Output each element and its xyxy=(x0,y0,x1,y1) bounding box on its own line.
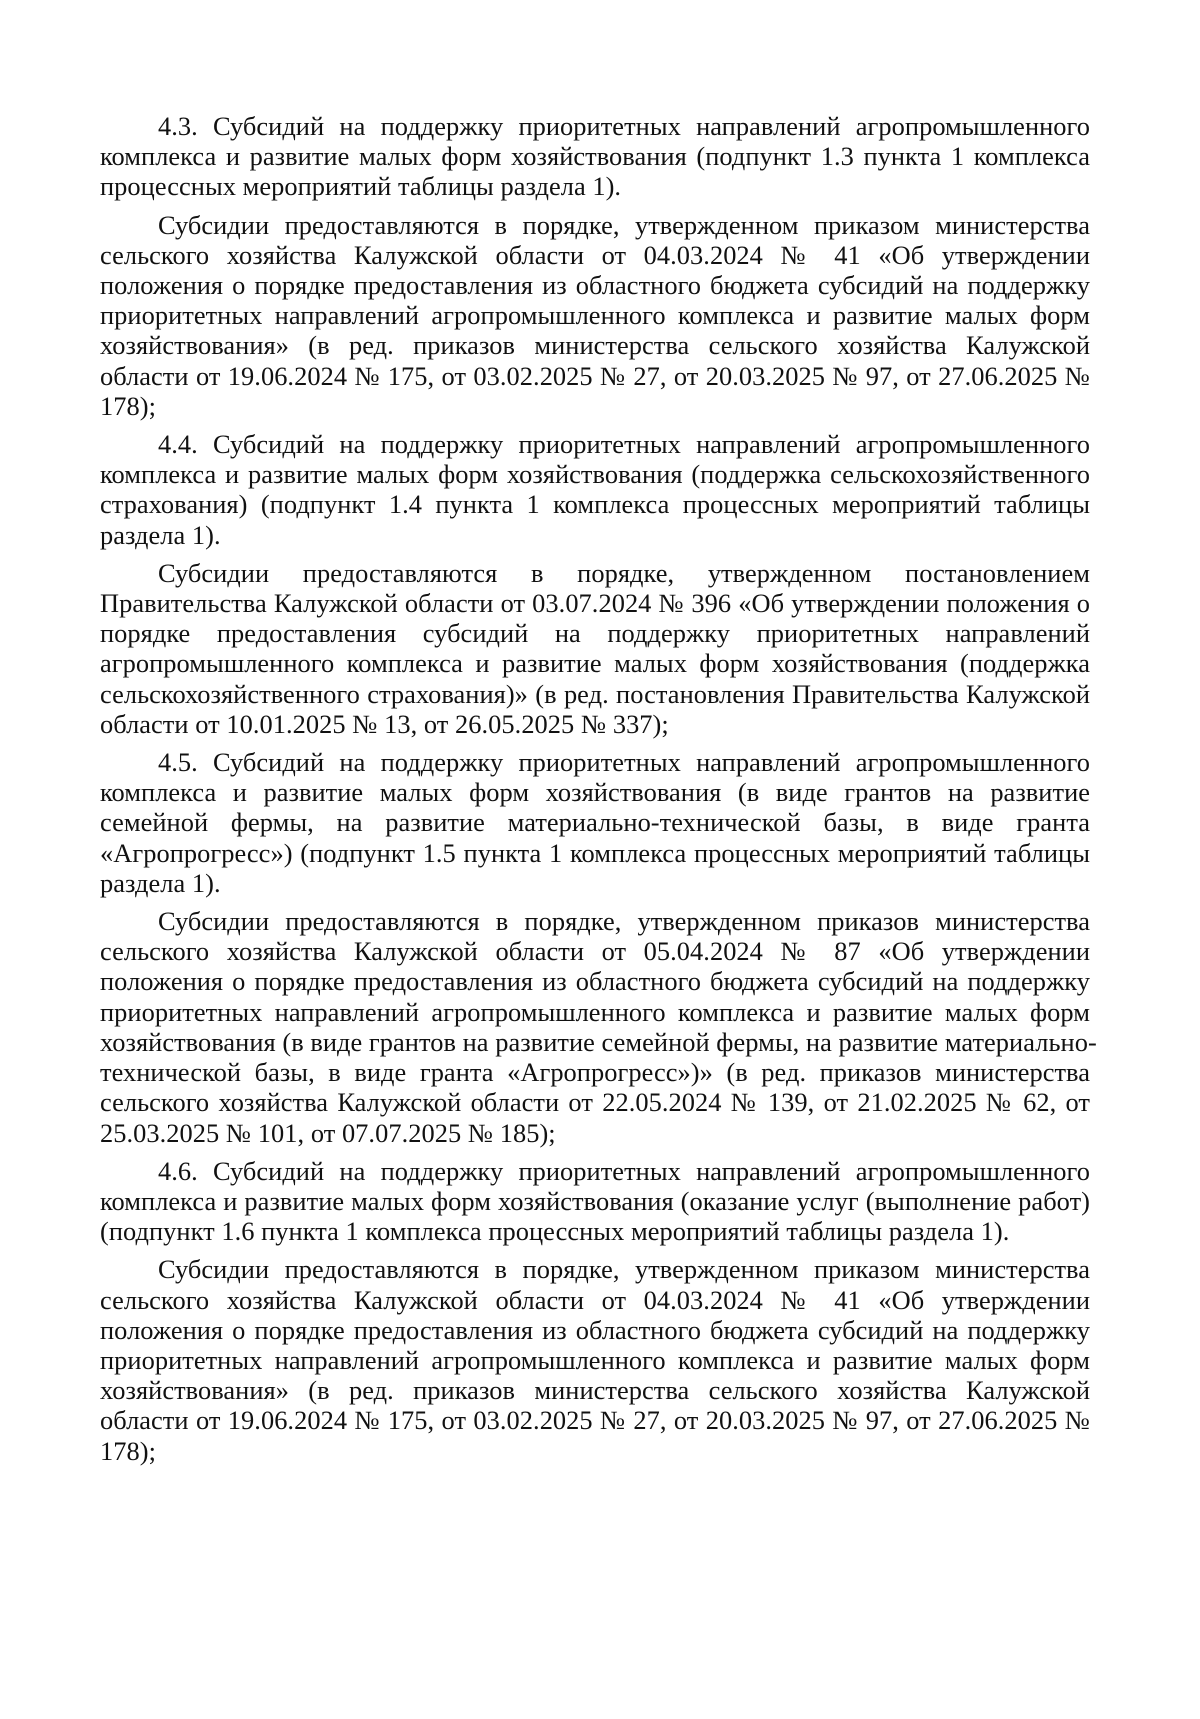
paragraph-p-4-6 xyxy=(100,1156,1090,1247)
paragraph-p-4-4 xyxy=(100,429,1090,550)
text-line: 25.03.2025 № 101, от 07.07.2025 № 185); xyxy=(100,1117,556,1148)
text-line: хозяйствования (в виде грантов на развитие семейной фермы, на развитие материально- xyxy=(100,1026,1097,1057)
text-line: технической базы, в виде гранта «Агропрогресс»)» (в ред. приказов министерства xyxy=(100,1057,1090,1088)
text-line: 4.6. Субсидий на поддержку приоритетных направлений агропромышленного xyxy=(158,1155,1090,1186)
text-line: раздела 1). xyxy=(100,519,221,550)
text-line: положения о порядке предоставления из областного бюджета субсидий на поддержку xyxy=(100,270,1090,301)
text-line: (подпункт 1.6 пункта 1 комплекса процессных мероприятий таблицы раздела 1). xyxy=(100,1216,1010,1247)
text-line: области от 19.06.2024 № 175, от 03.02.2025 № 27, от 20.03.2025 № 97, от 27.06.2025 № xyxy=(100,360,1090,391)
text-line: порядке предоставления субсидий на поддержку приоритетных направлений xyxy=(100,618,1090,649)
text-line: приоритетных направлений агропромышленного комплекса и развитие малых форм xyxy=(100,300,1090,331)
text-line: комплекса и развитие малых форм хозяйствования (поддержка сельскохозяйственного xyxy=(100,459,1090,490)
text-line: приоритетных направлений агропромышленного комплекса и развитие малых форм xyxy=(100,996,1090,1027)
paragraph-p-4-4-order xyxy=(100,558,1090,739)
text-line: раздела 1). xyxy=(100,867,221,898)
text-line: области от 10.01.2025 № 13, от 26.05.2025 № 337); xyxy=(100,708,669,739)
text-line: комплекса и развитие малых форм хозяйствования (в виде грантов на развитие xyxy=(100,777,1090,808)
text-line: сельского хозяйства Калужской области от 04.03.2024 № 41 «Об утверждении xyxy=(100,239,1090,270)
text-line: сельского хозяйства Калужской области от 04.03.2024 № 41 «Об утверждении xyxy=(100,1284,1090,1315)
text-line: сельского хозяйства Калужской области от 05.04.2024 № 87 «Об утверждении xyxy=(100,936,1090,967)
text-line: 4.4. Субсидий на поддержку приоритетных направлений агропромышленного xyxy=(158,429,1090,460)
text-line: хозяйствования» (в ред. приказов министерства сельского хозяйства Калужской xyxy=(100,330,1090,361)
paragraph-p-4-5 xyxy=(100,747,1090,898)
text-line: приоритетных направлений агропромышленного комплекса и развитие малых форм xyxy=(100,1344,1090,1375)
text-line: 4.3. Субсидий на поддержку приоритетных направлений агропромышленного xyxy=(158,111,1090,141)
text-line: агропромышленного комплекса и развитие малых форм хозяйствования (поддержка xyxy=(100,648,1090,679)
text-line: комплекса и развитие малых форм хозяйствования (подпункт 1.3 пункта 1 комплекса xyxy=(100,141,1090,172)
paragraph-p-4-5-order xyxy=(100,906,1097,1148)
text-line: процессных мероприятий таблицы раздела 1). xyxy=(100,171,622,202)
text-line: области от 19.06.2024 № 175, от 03.02.2025 № 27, от 20.03.2025 № 97, от 27.06.2025 № xyxy=(100,1405,1090,1436)
paragraph-p-4-6-order xyxy=(100,1254,1090,1465)
text-line: положения о порядке предоставления из областного бюджета субсидий на поддержку xyxy=(100,966,1090,997)
paragraph-p-4-3 xyxy=(100,111,1090,202)
text-line: Субсидии предоставляются в порядке, утвержденном приказом министерства xyxy=(158,1254,1090,1285)
text-line: хозяйствования» (в ред. приказов министерства сельского хозяйства Калужской xyxy=(100,1375,1090,1406)
text-line: Правительства Калужской области от 03.07.2024 № 396 «Об утверждении положения о xyxy=(100,588,1090,619)
text-line: комплекса и развитие малых форм хозяйствования (оказание услуг (выполнение работ) xyxy=(100,1185,1090,1216)
document-page xyxy=(100,111,1097,1474)
text-line: семейной фермы, на развитие материально-технической базы, в виде гранта xyxy=(100,807,1090,838)
text-line: Субсидии предоставляются в порядке, утвержденном постановлением xyxy=(158,557,1090,588)
text-line: сельского хозяйства Калужской области от 22.05.2024 № 139, от 21.02.2025 № 62, от xyxy=(100,1087,1090,1118)
text-line: положения о порядке предоставления из областного бюджета субсидий на поддержку xyxy=(100,1314,1090,1345)
text-line: страхования) (подпункт 1.4 пункта 1 комплекса процессных мероприятий таблицы xyxy=(100,489,1090,520)
text-line: 4.5. Субсидий на поддержку приоритетных направлений агропромышленного xyxy=(158,747,1090,778)
text-line: Субсидии предоставляются в порядке, утвержденном приказом министерства xyxy=(158,209,1090,240)
text-line: сельскохозяйственного страхования)» (в ред. постановления Правительства Калужской xyxy=(100,678,1090,709)
paragraph-p-4-3-order xyxy=(100,210,1090,421)
text-line: 178); xyxy=(100,1435,156,1466)
text-line: 178); xyxy=(100,390,156,421)
text-line: Субсидии предоставляются в порядке, утвержденном приказов министерства xyxy=(158,906,1090,937)
text-line: «Агропрогресс») (подпункт 1.5 пункта 1 комплекса процессных мероприятий таблицы xyxy=(100,837,1090,868)
